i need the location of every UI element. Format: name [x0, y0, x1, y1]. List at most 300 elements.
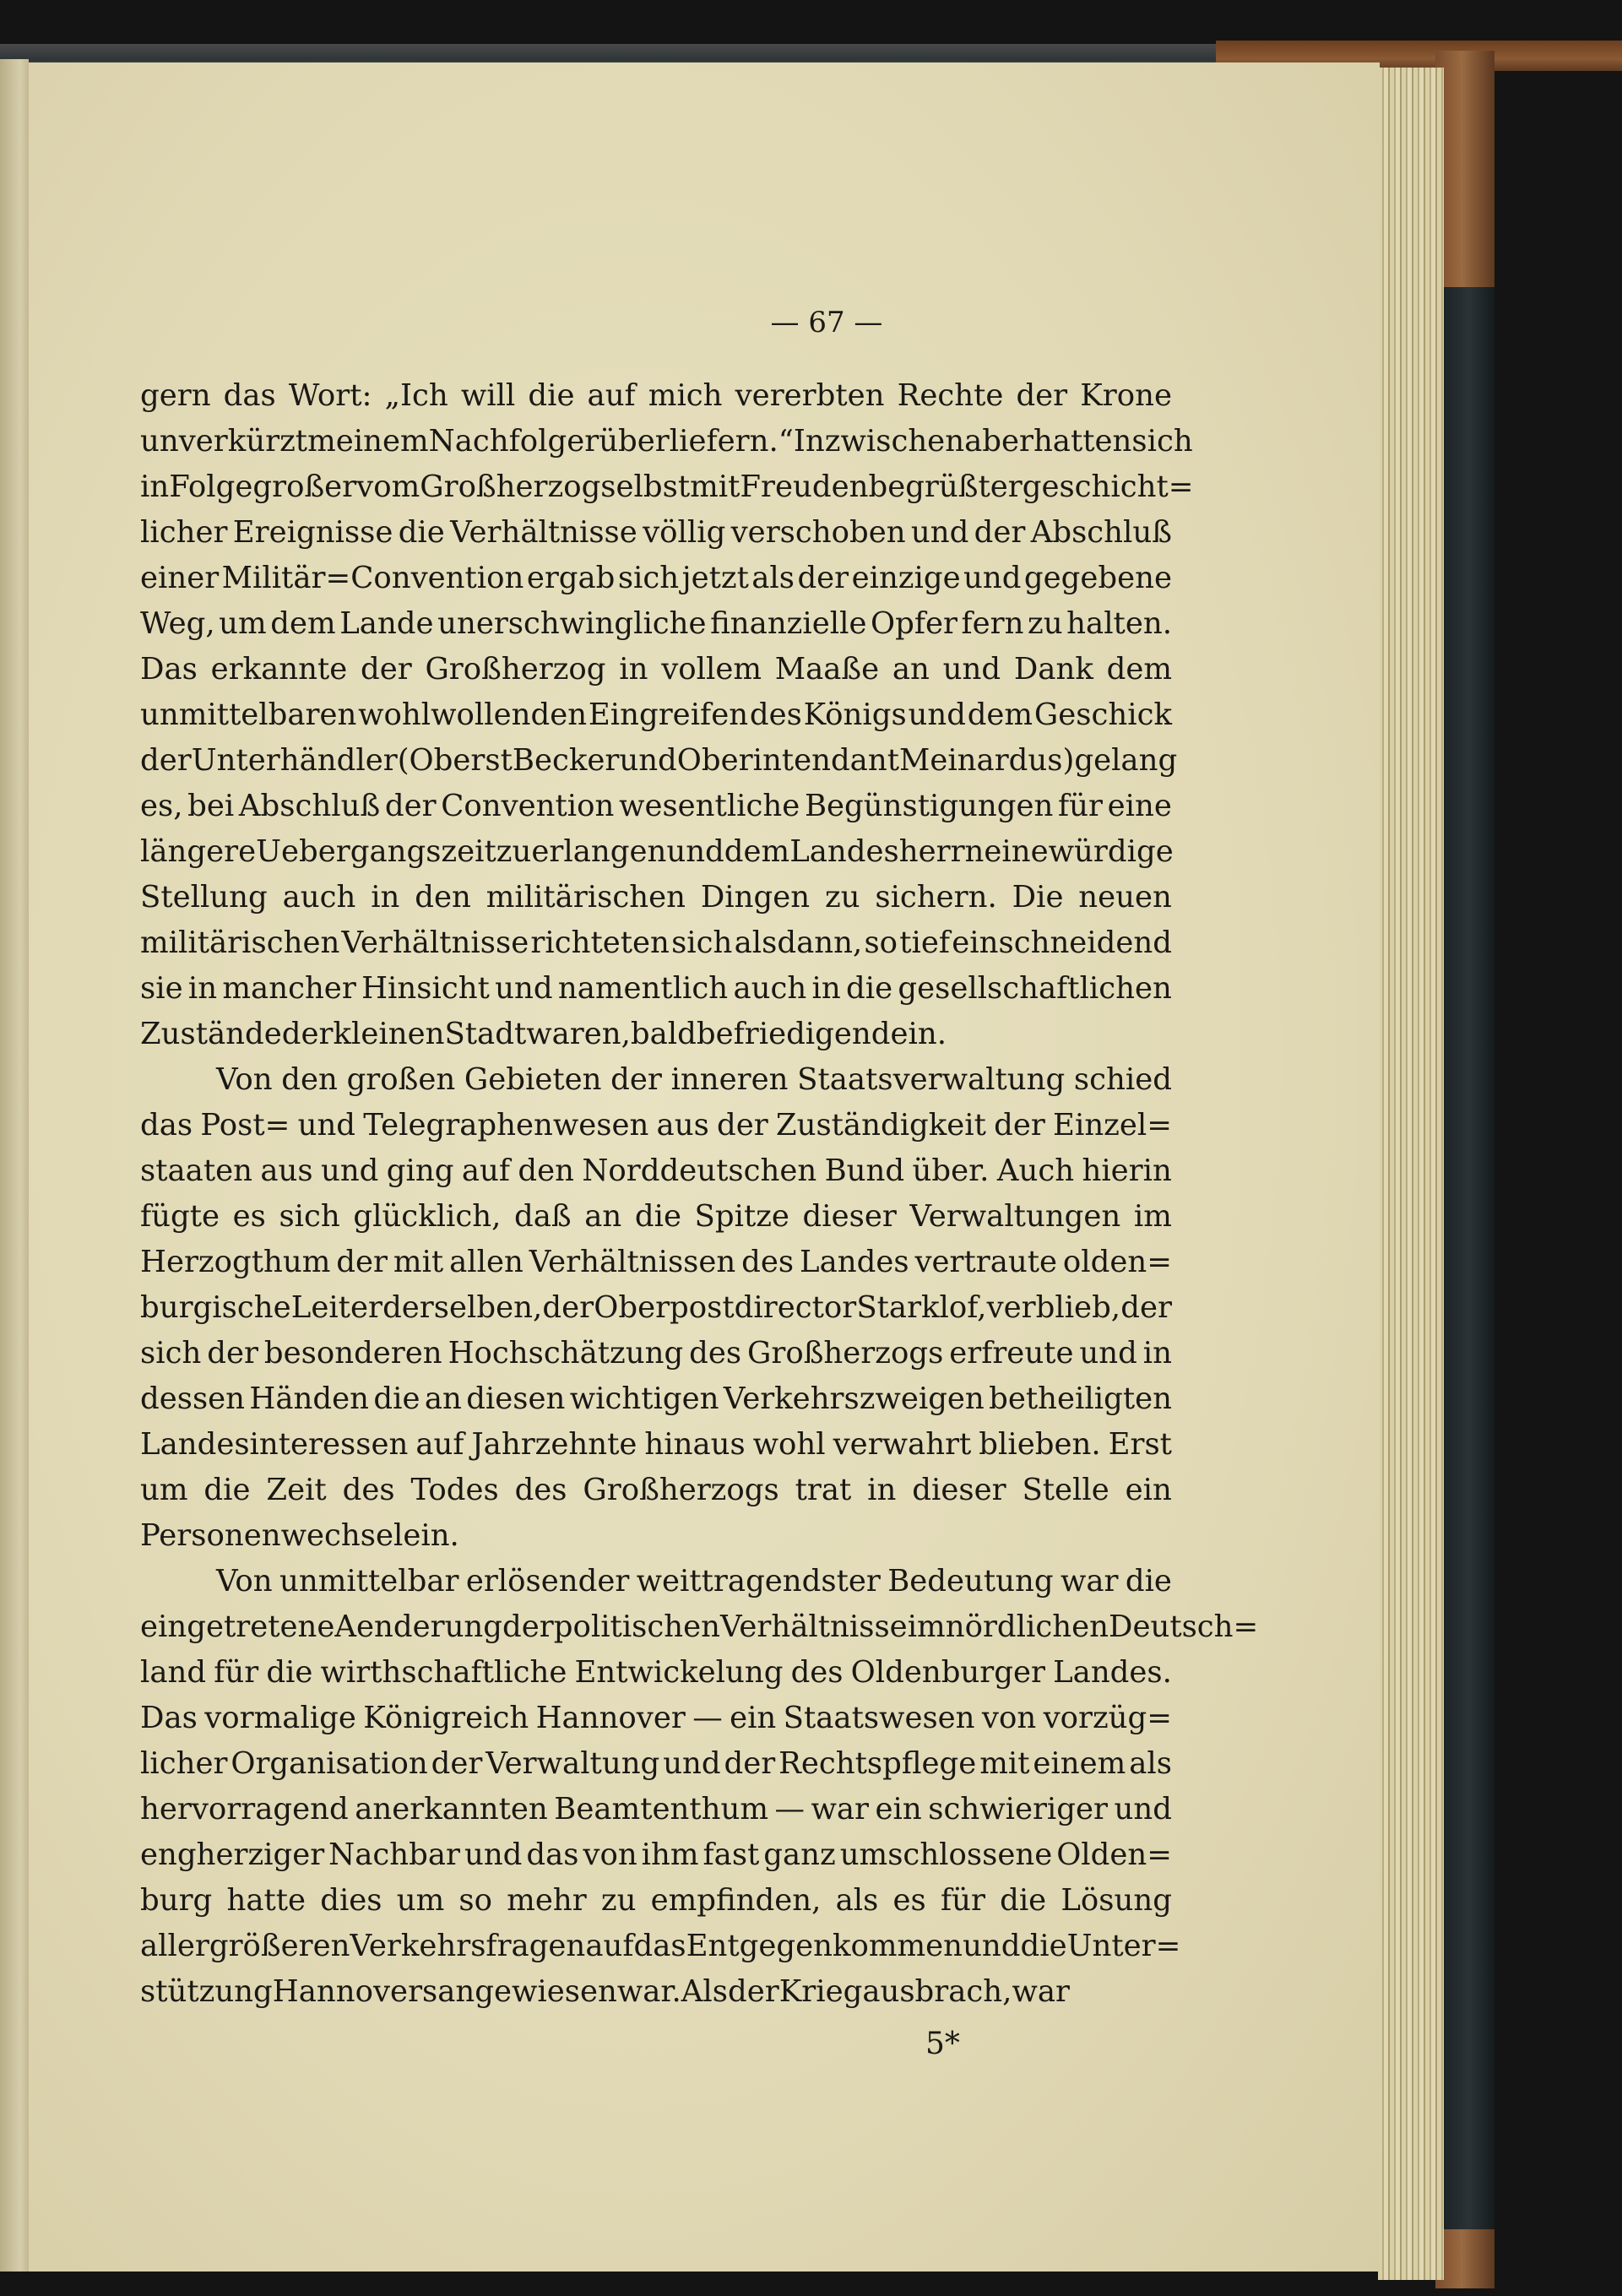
- text-line: [140, 1057, 1172, 1103]
- word: zu: [600, 1883, 637, 1918]
- word: engherziger: [140, 1837, 325, 1872]
- word: unmittelbaren: [140, 697, 357, 732]
- word: und: [320, 1153, 379, 1188]
- word: Von: [216, 1564, 273, 1599]
- word: verwahrt: [833, 1427, 972, 1462]
- word: Erst: [1108, 1427, 1172, 1462]
- word: wirthschaftliche: [320, 1655, 567, 1690]
- word: daß: [514, 1199, 572, 1234]
- word: fern: [961, 606, 1024, 641]
- word: um: [219, 606, 267, 641]
- word: Beamtenthum: [554, 1792, 768, 1826]
- word: licher: [140, 1746, 228, 1781]
- word: in: [371, 880, 400, 915]
- word: betheiligten: [989, 1381, 1172, 1416]
- word: der: [717, 1108, 768, 1143]
- word: vererbten: [735, 378, 885, 413]
- word: der: [502, 1609, 554, 1644]
- word: Hannover: [535, 1701, 686, 1735]
- word: mit: [690, 470, 740, 504]
- text-line: [140, 419, 1193, 464]
- word: der: [384, 789, 437, 823]
- word: fügte: [140, 1199, 220, 1234]
- text-line: [140, 1878, 1172, 1924]
- word: —: [774, 1792, 805, 1826]
- word: Oldenburger: [850, 1655, 1045, 1690]
- word: der: [974, 515, 1026, 550]
- word: licher: [140, 515, 228, 550]
- word: dem: [724, 834, 790, 869]
- page-stack-edge: [1378, 68, 1444, 2280]
- text-line: [140, 1103, 1172, 1148]
- word: in: [619, 652, 648, 687]
- word: mich: [648, 378, 723, 413]
- word: den: [415, 880, 471, 915]
- word: militärischen: [486, 880, 686, 915]
- word: kleinen: [333, 1017, 445, 1051]
- word: wesentliche: [619, 789, 800, 823]
- word: es: [232, 1199, 266, 1234]
- word: erfreute: [949, 1336, 1074, 1371]
- word: Oberintendant: [676, 743, 899, 778]
- text-line: [140, 556, 1172, 601]
- word: für: [214, 1655, 259, 1690]
- word: Post=: [200, 1108, 290, 1143]
- word: staaten: [140, 1153, 252, 1188]
- word: Lösung: [1061, 1883, 1172, 1918]
- text-line: [140, 601, 1172, 647]
- word: Krone: [1080, 378, 1172, 413]
- word: Militär=Convention: [221, 561, 524, 595]
- word: sichern.: [875, 880, 997, 915]
- word: Königreich: [363, 1701, 529, 1735]
- word: hatten: [1033, 424, 1132, 459]
- word: Königs: [803, 697, 907, 732]
- text-line: [140, 875, 1172, 920]
- word: größeren: [209, 1929, 350, 1963]
- word: bald: [630, 1017, 697, 1051]
- word: Convention: [441, 789, 615, 823]
- word: auf: [461, 1153, 510, 1188]
- word: Telegraphenwesen: [363, 1108, 649, 1143]
- word: Von: [216, 1062, 273, 1097]
- word: in: [140, 470, 170, 504]
- word: die: [1125, 1564, 1172, 1599]
- word: Herzogthum: [140, 1245, 331, 1279]
- text-line: [140, 647, 1172, 692]
- text-line: [140, 1604, 1259, 1650]
- word: Staatsverwaltung: [797, 1062, 1066, 1097]
- word: unverkürzt: [140, 424, 308, 459]
- word: ganz: [763, 1837, 836, 1872]
- word: und: [666, 834, 724, 869]
- word: hierin: [1082, 1153, 1172, 1188]
- word: Stellung: [140, 880, 268, 915]
- word: Stadt: [444, 1017, 527, 1051]
- word: ergab: [526, 561, 616, 595]
- word: Großherzog: [425, 652, 606, 687]
- word: war: [1012, 1974, 1070, 2009]
- word: Entgegenkommen: [686, 1929, 963, 1963]
- word: selbst: [600, 470, 691, 504]
- word: des: [342, 1473, 395, 1507]
- word: Personenwechsel: [140, 1518, 404, 1553]
- word: der: [728, 1974, 779, 2009]
- word: dies: [320, 1883, 382, 1918]
- word: so: [458, 1883, 492, 1918]
- word: auf: [587, 378, 636, 413]
- word: Dank: [1013, 652, 1093, 687]
- word: mancher: [222, 971, 356, 1006]
- text-line: [140, 1969, 1172, 2015]
- word: Norddeutschen: [582, 1153, 817, 1188]
- word: hinaus: [644, 1427, 746, 1462]
- word: verblieb,: [986, 1290, 1121, 1325]
- word: den: [281, 1062, 338, 1097]
- word: Abschluß: [1030, 515, 1172, 550]
- word: Becker: [512, 743, 620, 778]
- word: Gebieten: [464, 1062, 602, 1097]
- word: vom: [356, 470, 420, 504]
- word: aber: [964, 424, 1033, 459]
- word: Inzwischen: [793, 424, 965, 459]
- text-line: [140, 1376, 1172, 1422]
- word: vormalige: [204, 1701, 356, 1735]
- word: Organisation: [231, 1746, 428, 1781]
- word: ausbrach,: [862, 1974, 1012, 2009]
- word: für: [940, 1883, 985, 1918]
- word: der: [336, 1245, 388, 1279]
- word: schwieriger: [928, 1792, 1108, 1826]
- word: Unterhändler: [191, 743, 398, 778]
- word: im: [1133, 1199, 1172, 1234]
- word: Maaße: [774, 652, 880, 687]
- text-line: [140, 464, 1194, 510]
- word: um: [140, 1473, 188, 1507]
- word: ein: [1125, 1473, 1172, 1507]
- word: empfinden,: [650, 1883, 822, 1918]
- text-line: [140, 373, 1172, 419]
- word: hervorragend: [140, 1792, 349, 1826]
- word: begrüßter: [868, 470, 1023, 504]
- word: überliefern.“: [599, 424, 794, 459]
- word: einzige: [851, 561, 961, 595]
- word: derselben,: [382, 1290, 543, 1325]
- word: waren,: [526, 1017, 631, 1051]
- word: Entwickelung: [574, 1655, 784, 1690]
- word: Staatswesen: [783, 1701, 975, 1735]
- word: namentlich: [557, 971, 729, 1006]
- word: des: [514, 1473, 567, 1507]
- text-line: [140, 1513, 1172, 1559]
- word: burgische: [140, 1290, 291, 1325]
- word: des: [790, 1655, 844, 1690]
- word: Das: [140, 1701, 198, 1735]
- word: Das: [140, 652, 198, 687]
- word: an: [892, 652, 930, 687]
- word: über.: [912, 1153, 990, 1188]
- word: eingetretene: [140, 1609, 335, 1644]
- word: einer: [140, 561, 220, 595]
- body-text: [140, 373, 1259, 2015]
- text-line: [140, 1422, 1172, 1468]
- word: der: [797, 561, 849, 595]
- word: Nachbar: [328, 1837, 460, 1872]
- word: und: [464, 1837, 523, 1872]
- word: der: [361, 652, 412, 687]
- word: Nachfolger: [428, 424, 599, 459]
- text-line: [140, 829, 1172, 875]
- word: den: [518, 1153, 574, 1188]
- word: fast: [703, 1837, 760, 1872]
- word: und: [1114, 1792, 1172, 1826]
- word: aus: [656, 1108, 709, 1143]
- cover-cloth-strip: [1444, 287, 1495, 2229]
- word: Großherzog: [420, 470, 601, 504]
- word: von: [583, 1837, 637, 1872]
- word: „Ich: [384, 378, 448, 413]
- word: Einzel=: [1053, 1108, 1172, 1143]
- facing-page-edge: [0, 59, 29, 2272]
- word: ging: [386, 1153, 454, 1188]
- text-line: [140, 1285, 1172, 1331]
- text-line: [140, 1832, 1172, 1878]
- word: Händen: [249, 1381, 369, 1416]
- word: Als: [681, 1974, 728, 2009]
- word: neuen: [1078, 880, 1172, 915]
- text-line: [140, 738, 1178, 784]
- word: Stelle: [1022, 1473, 1109, 1507]
- word: trat: [795, 1473, 852, 1507]
- word: land: [140, 1655, 207, 1690]
- word: befriedigend: [696, 1017, 891, 1051]
- word: der: [1120, 1290, 1172, 1325]
- word: völlig: [643, 515, 726, 550]
- word: gesellschaftlichen: [898, 971, 1172, 1006]
- word: politischen: [553, 1609, 721, 1644]
- word: es,: [140, 789, 183, 823]
- word: dem: [967, 697, 1033, 732]
- word: Verhältnissen: [529, 1245, 736, 1279]
- text-line: [140, 1331, 1172, 1376]
- word: als: [1129, 1746, 1172, 1781]
- word: und: [495, 971, 553, 1006]
- word: der: [994, 1108, 1045, 1143]
- word: und: [963, 561, 1022, 595]
- word: bei: [187, 789, 235, 823]
- word: der: [610, 1062, 662, 1097]
- word: zu: [1028, 606, 1063, 641]
- word: Folge: [169, 470, 253, 504]
- word: geschicht=: [1022, 470, 1194, 504]
- word: großen: [346, 1062, 456, 1097]
- word: Starklof,: [856, 1290, 987, 1325]
- word: dem: [1106, 652, 1172, 687]
- word: (Oberst: [397, 743, 513, 778]
- text-line: [140, 510, 1172, 556]
- word: erkannte: [210, 652, 348, 687]
- word: halten.: [1066, 606, 1172, 641]
- word: burg: [140, 1883, 213, 1918]
- text-line: [140, 1240, 1172, 1285]
- word: Großherzogs: [747, 1336, 944, 1371]
- word: allen: [449, 1245, 523, 1279]
- word: war: [1060, 1564, 1119, 1599]
- word: Unter=: [1066, 1929, 1181, 1963]
- word: dieser: [802, 1199, 897, 1234]
- page-number: — 67 —: [770, 306, 883, 339]
- word: Landesinteressen: [140, 1427, 409, 1462]
- text-line: [140, 784, 1172, 829]
- word: der: [207, 1336, 258, 1371]
- word: Bund: [824, 1153, 905, 1188]
- word: in: [1142, 1336, 1172, 1371]
- word: Hannovers: [272, 1974, 438, 2009]
- word: Spitze: [694, 1199, 789, 1234]
- word: Abschluß: [238, 789, 381, 823]
- word: war: [811, 1792, 870, 1826]
- word: vorzüg=: [1043, 1701, 1172, 1735]
- word: finanzielle: [710, 606, 867, 641]
- word: und: [1079, 1336, 1137, 1371]
- word: in: [187, 971, 218, 1006]
- word: auch: [733, 971, 807, 1006]
- word: und: [663, 1746, 721, 1781]
- word: Dingen: [700, 880, 811, 915]
- word: Weg,: [140, 606, 215, 641]
- word: an: [584, 1199, 622, 1234]
- word: und: [963, 1929, 1021, 1963]
- word: das: [526, 1837, 579, 1872]
- word: ein: [875, 1792, 922, 1826]
- word: der: [140, 743, 192, 778]
- word: der: [724, 1746, 776, 1781]
- word: Verwaltungen: [909, 1199, 1121, 1234]
- word: Deutsch=: [1108, 1609, 1259, 1644]
- word: das: [223, 378, 276, 413]
- word: diesen: [466, 1381, 566, 1416]
- word: Freuden: [740, 470, 869, 504]
- word: dessen: [140, 1381, 246, 1416]
- word: des: [741, 1245, 795, 1279]
- word: Rechte: [897, 378, 1004, 413]
- word: Begünstigungen: [804, 789, 1054, 823]
- word: als: [751, 561, 795, 595]
- word: angewiesen: [437, 1974, 617, 2009]
- text-line: [140, 1194, 1172, 1240]
- catchword: 5*: [925, 2027, 960, 2061]
- word: stützung: [140, 1974, 273, 2009]
- word: ein.: [403, 1518, 459, 1553]
- word: Rechtspflege: [778, 1746, 977, 1781]
- word: eine: [984, 834, 1049, 869]
- word: sich: [671, 925, 733, 960]
- word: Jahrzehnte: [471, 1427, 637, 1462]
- text-line: [140, 1012, 1172, 1057]
- word: die: [634, 1199, 681, 1234]
- word: Zeit: [266, 1473, 327, 1507]
- word: wichtigen: [569, 1381, 719, 1416]
- word: aus: [260, 1153, 313, 1188]
- word: Bedeutung: [887, 1564, 1054, 1599]
- word: in: [867, 1473, 897, 1507]
- word: —: [692, 1701, 723, 1735]
- text-line: [140, 1468, 1172, 1513]
- text-line: [140, 1148, 1172, 1194]
- word: vertraute: [914, 1245, 1058, 1279]
- word: so: [864, 925, 898, 960]
- word: Verhältnisse: [341, 925, 529, 960]
- word: die: [203, 1473, 251, 1507]
- text-line: [140, 1924, 1181, 1969]
- word: und: [908, 697, 966, 732]
- word: Ereignisse: [232, 515, 393, 550]
- word: Landesherrn: [789, 834, 985, 869]
- word: wohlwollenden: [358, 697, 588, 732]
- word: Wort:: [288, 378, 372, 413]
- text-line: [140, 1650, 1172, 1696]
- word: mehr: [507, 1883, 587, 1918]
- text-line: [140, 1696, 1172, 1741]
- word: der: [431, 1746, 483, 1781]
- word: Verkehrszweigen: [723, 1381, 985, 1416]
- word: Verkehrsfragen: [350, 1929, 586, 1963]
- word: jetzt: [681, 561, 749, 595]
- word: auch: [282, 880, 356, 915]
- word: an: [424, 1381, 462, 1416]
- word: und: [297, 1108, 356, 1143]
- word: und: [619, 743, 677, 778]
- word: die: [1020, 1929, 1067, 1963]
- word: erlangen: [531, 834, 667, 869]
- word: besonderen: [263, 1336, 442, 1371]
- word: die: [1000, 1883, 1047, 1918]
- word: Krieg: [778, 1974, 863, 2009]
- word: längere: [140, 834, 257, 869]
- word: anerkannten: [355, 1792, 548, 1826]
- word: Verwaltung: [486, 1746, 660, 1781]
- word: gelang: [1074, 743, 1178, 778]
- word: glücklich,: [353, 1199, 502, 1234]
- word: die: [528, 378, 575, 413]
- text-line: [140, 1741, 1172, 1787]
- word: nördlichen: [945, 1609, 1109, 1644]
- word: olden=: [1062, 1245, 1172, 1279]
- word: ein: [730, 1701, 777, 1735]
- text-line: [140, 692, 1172, 738]
- word: militärischen: [140, 925, 340, 960]
- word: Aenderung: [334, 1609, 503, 1644]
- word: die: [398, 515, 445, 550]
- word: Hinsicht: [361, 971, 490, 1006]
- word: weittragendster: [636, 1564, 881, 1599]
- word: erlösender: [465, 1564, 630, 1599]
- word: eine: [1107, 789, 1172, 823]
- word: sich: [617, 561, 680, 595]
- word: meinem: [307, 424, 429, 459]
- word: dieser: [912, 1473, 1006, 1507]
- word: Hochschätzung: [448, 1336, 684, 1371]
- word: will: [460, 378, 516, 413]
- word: des: [749, 697, 802, 732]
- word: die: [266, 1655, 313, 1690]
- word: großer: [252, 470, 357, 504]
- word: und: [942, 652, 1001, 687]
- word: zu: [824, 880, 860, 915]
- word: der: [281, 1017, 334, 1051]
- word: sie: [140, 971, 183, 1006]
- word: Geschick: [1033, 697, 1172, 732]
